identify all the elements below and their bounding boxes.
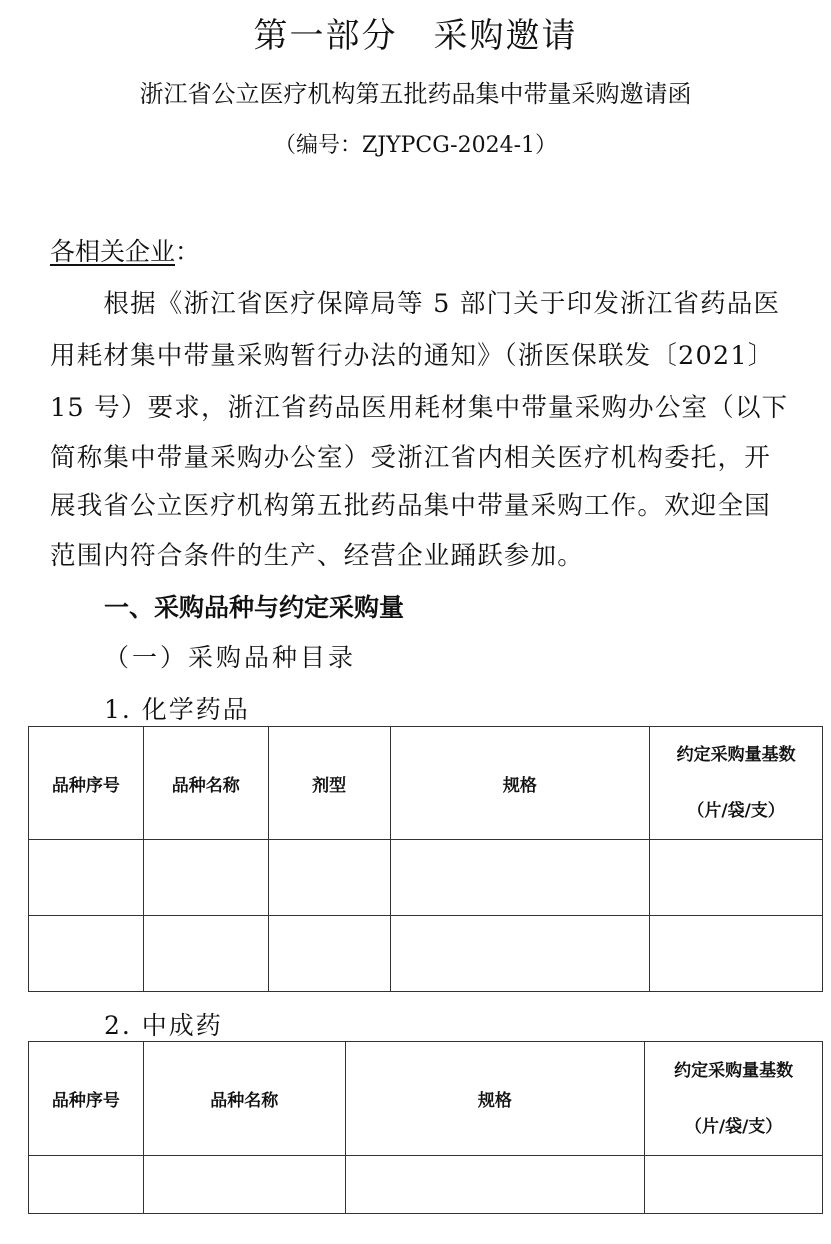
document-subtitle: 浙江省公立医疗机构第五批药品集中带量采购邀请函 [139, 80, 692, 108]
cell [143, 840, 268, 916]
cell [29, 1156, 144, 1214]
section-heading: 一、采购品种与约定采购量 [104, 593, 405, 622]
header-cell: 规格 [345, 1042, 645, 1156]
table-row [29, 1156, 823, 1214]
table-row [29, 840, 823, 916]
cell [650, 840, 823, 916]
chemical-drugs-table [28, 726, 823, 992]
header-unit: （片/袋/支） [687, 801, 785, 821]
paragraph-line: 根据《浙江省医疗保障局等 5 部门关于印发浙江省药品医 [50, 289, 781, 319]
cell [143, 1156, 345, 1214]
header-cell: 品种名称 [143, 727, 268, 840]
chinese-medicine-table [28, 1041, 823, 1214]
cell [390, 840, 650, 916]
paragraph-line: 简称集中带量采购办公室）受浙江省内相关医疗机构委托，开 [50, 443, 771, 473]
table2-caption: 2. 中成药 [104, 1011, 223, 1040]
cell [29, 840, 144, 916]
header-cell: 品种序号 [29, 727, 144, 840]
paragraph-line: 展我省公立医疗机构第五批药品集中带量采购工作。欢迎全国 [50, 491, 771, 521]
header-cell: 剂型 [268, 727, 390, 840]
paragraph-line: 范围内符合条件的生产、经营企业踊跃参加。 [50, 541, 585, 571]
cell [143, 916, 268, 992]
header-text: 约定采购量基数 [674, 1060, 794, 1081]
cell [645, 1156, 823, 1214]
table-row [29, 916, 823, 992]
header-unit: （片/袋/支） [684, 1116, 783, 1137]
paragraph-line: 15 号）要求，浙江省药品医用耗材集中带量采购办公室（以下 [50, 393, 789, 423]
cell [268, 840, 390, 916]
table-header-row [29, 1042, 823, 1156]
header-cell: 品种序号 [29, 1042, 144, 1156]
cell [268, 916, 390, 992]
paragraph-line: 用耗材集中带量采购暂行办法的通知》（浙医保联发〔2021〕 [50, 341, 775, 371]
header-cell [650, 727, 823, 840]
table-header-row [29, 727, 823, 840]
cell [650, 916, 823, 992]
document-number: （编号：ZJYPCG-2024-1） [273, 133, 558, 158]
header-cell: 品种名称 [143, 1042, 345, 1156]
header-cell [645, 1042, 823, 1156]
subsection-heading: （一）采购品种目录 [104, 643, 357, 672]
salutation-colon: ： [175, 237, 201, 266]
cell [390, 916, 650, 992]
header-cell: 规格 [390, 727, 650, 840]
page-title: 第一部分 采购邀请 [253, 16, 578, 56]
cell [345, 1156, 645, 1214]
salutation [50, 232, 200, 268]
cell [29, 916, 144, 992]
salutation-text: 各相关企业 [50, 237, 176, 266]
table1-caption: 1. 化学药品 [104, 695, 250, 724]
header-text: 约定采购量基数 [676, 745, 796, 765]
